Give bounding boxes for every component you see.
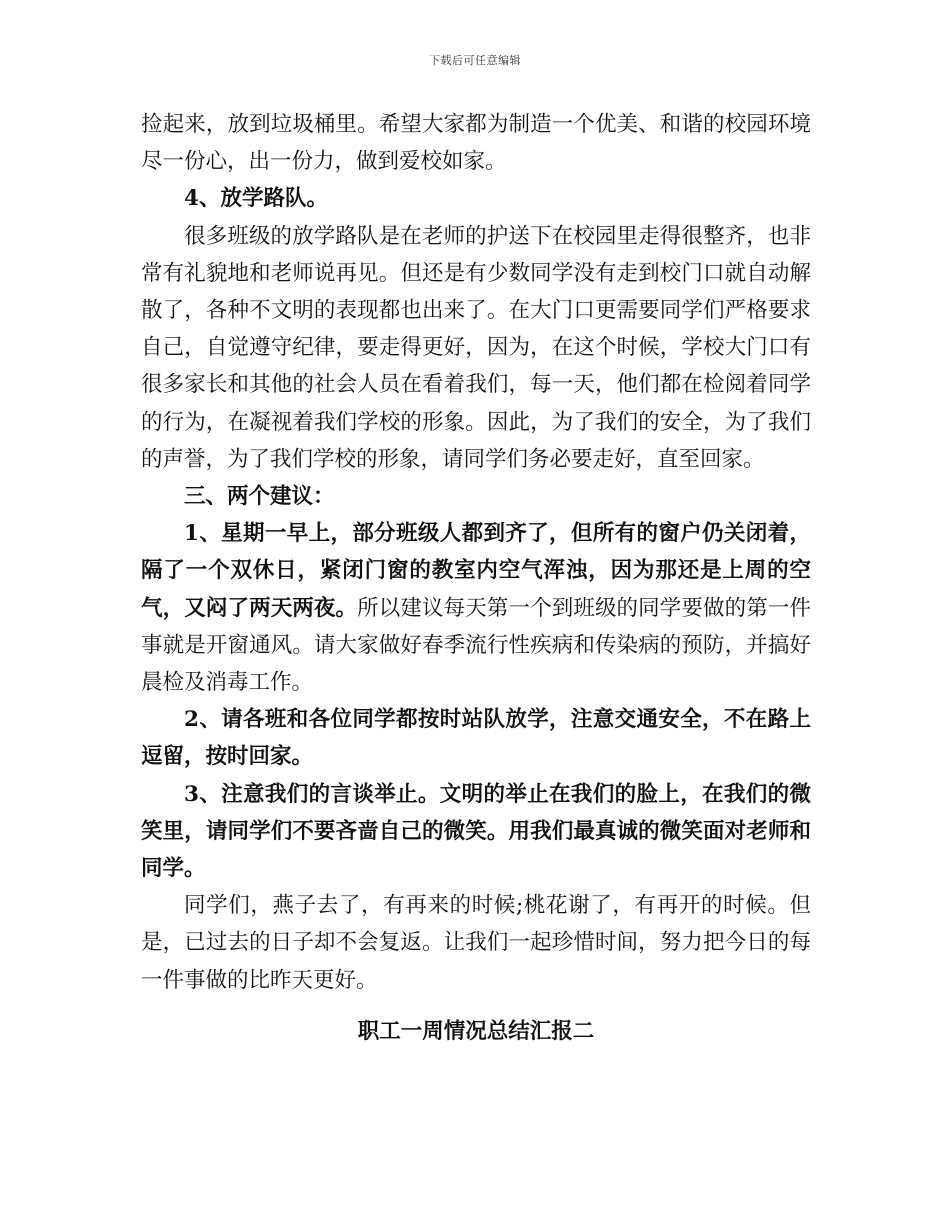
paragraph-litter: 捡起来，放到垃圾桶里。希望大家都为制造一个优美、和谐的校园环境尽一份心，出一份力，做到爱校如家。 <box>141 112 811 175</box>
suggestion-1-emphasis: 1、星期一早上，部分班级人都到齐了，但所有的窗户仍关闭着，隔了一个双休日，紧闭门窗的教室内空气浑浊，因为那还是上周的空气，又闷了两天两夜。 <box>141 521 811 621</box>
paragraph-closing: 同学们，燕子去了，有再来的时候;桃花谢了，有再开的时候。但是，已过去的日子却不会复返。让我们一起珍惜时间，努力把今日的每一件事做的比昨天更好。 <box>141 893 811 993</box>
paragraph-suggestion-2: 2、请各班和各位同学都按时站队放学，注意交通安全，不在路上逗留，按时回家。 <box>141 707 811 770</box>
page-header: 下载后可任意编辑 <box>429 54 521 67</box>
heading-dismissal-line: 4、放学路队。 <box>184 186 328 212</box>
paragraph-suggestion-1 <box>141 515 811 701</box>
section-title: 职工一周情况总结汇报二 <box>357 1018 595 1044</box>
suggestion-1-detail: 所以建议每天第一个到班级的同学要做的第一件事就是开窗通风。请大家做好春季流行性疾病和传染病的预防，并搞好晨检及消毒工作。 <box>141 595 811 696</box>
heading-two-suggestions: 三、两个建议： <box>184 484 335 510</box>
document-body <box>141 106 811 1050</box>
paragraph-suggestion-3: 3、注意我们的言谈举止。文明的举止在我们的脸上，在我们的微笑里，请同学们不要吝啬自己的微笑。用我们最真诚的微笑面对老师和同学。 <box>141 781 811 882</box>
paragraph-dismissal-line: 很多班级的放学路队是在老师的护送下在校园里走得很整齐，也非常有礼貌地和老师说再见。但还是有少数同学没有走到校门口就自动解散了，各种不文明的表现都也出来了。在大门口更需要同学们严格要求自己，自觉遵守纪律，要走得更好，因为，在这个时候，学校大门口有很多家长和其他的社会人员在看着我们，每一天，他们都在检阅着同学的行为，在凝视着我们学校的形象。因此，为了我们的安全，为了我们的声誉，为了我们学校的形象，请同学们务必要走好，直至回家。 <box>141 223 811 472</box>
